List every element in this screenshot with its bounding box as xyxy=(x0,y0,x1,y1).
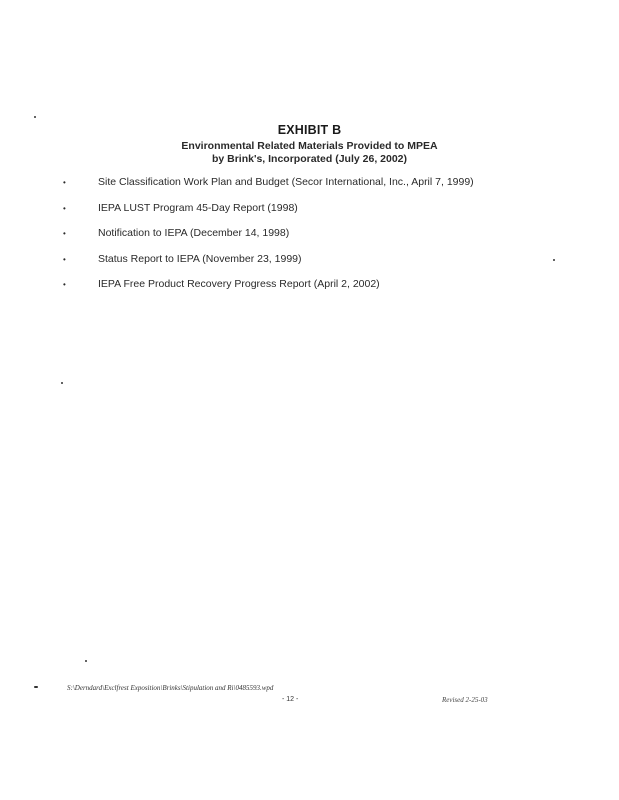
scan-speck xyxy=(34,686,38,688)
list-item xyxy=(60,202,580,228)
scan-speck xyxy=(61,382,63,384)
list-item-text: Notification to IEPA (December 14, 1998) xyxy=(98,227,290,239)
list-item xyxy=(60,253,580,279)
exhibit-subtitle-line1: Environmental Related Materials Provided to MPEA xyxy=(181,140,438,152)
bullet-icon: • xyxy=(63,178,66,187)
bullet-icon: • xyxy=(63,254,66,264)
list-item xyxy=(60,227,580,253)
list-item xyxy=(60,278,580,304)
bullet-icon: • xyxy=(63,229,66,238)
scan-speck xyxy=(34,116,36,118)
list-item-text: IEPA Free Product Recovery Progress Report (April 2, 2002) xyxy=(98,278,380,290)
list-item-text: Status Report to IEPA (November 23, 1999) xyxy=(98,252,302,265)
revised-date: Revised 2-25-03 xyxy=(442,696,488,704)
file-path-footer: S:\Derndard\Exclfrest Exposition\Brinks\Stipulation and Ri\0485593.wpd xyxy=(67,684,274,692)
scan-speck xyxy=(553,259,555,261)
page-number: - 12 - xyxy=(282,696,299,703)
exhibit-subtitle-line2: by Brink's, Incorporated (July 26, 2002) xyxy=(211,153,408,165)
materials-list xyxy=(60,176,580,304)
list-item-text: Site Classification Work Plan and Budget (Secor International, Inc., April 7, 1999) xyxy=(98,176,474,188)
exhibit-title: EXHIBIT B xyxy=(277,123,342,137)
bullet-icon: • xyxy=(63,203,66,213)
list-item-text: IEPA LUST Program 45-Day Report (1998) xyxy=(98,201,298,214)
scan-speck xyxy=(85,660,87,662)
list-item xyxy=(60,176,580,202)
bullet-icon: • xyxy=(63,280,66,289)
